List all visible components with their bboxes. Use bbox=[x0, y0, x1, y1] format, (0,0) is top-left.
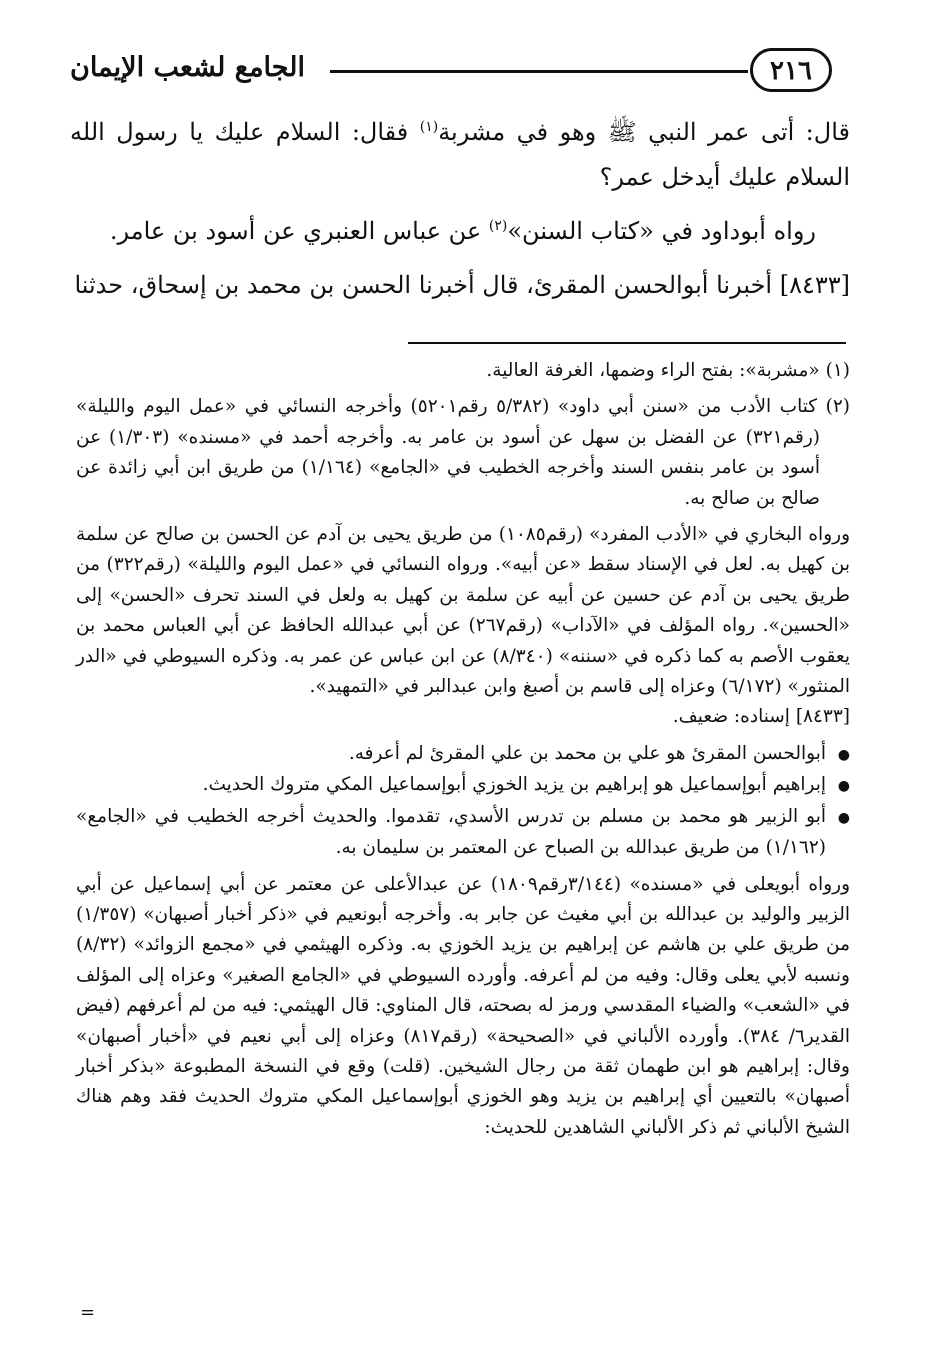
footnote-ref-2: (٢) bbox=[488, 218, 508, 234]
footnote-ref-1: (١) bbox=[419, 119, 439, 135]
header-rule bbox=[330, 70, 748, 73]
narrator-item bbox=[76, 739, 850, 770]
bullet-icon: ● bbox=[837, 809, 850, 826]
page-header bbox=[60, 40, 860, 100]
footnote-2-continued: ورواه البخاري في «الأدب المفرد» (رقم١٠٨٥) من طريق يحيى بن آدم عن الحسن بن صالح عن سلمة بن كهيل به. لعل في الإسناد سقط «عن أبيه». ورواه النسائي في «عمل اليوم والليلة» (رقم٣٢٢) من طريق يحيى بن آدم عن حسين عن أبيه عن سلمة بن كهيل به ولعل في السند تحرف «الحسن» إلى «الحسين». رواه المؤلف في «الآداب» (رقم٢٦٧) عن أبي عبدالله الحافظ عن أبي العباس محمد بن يعقوب الأصم به كما ذكره في «سننه» (٨/٣٤٠) عن ابن عباس عن عمر به. وذكره السيوطي في «الدر المنثور» (٦/١٧٢) وعزاه إلى قاسم بن أصبغ وابن عبدالبر في «التمهيد». bbox=[76, 524, 851, 698]
main-paragraph-3: [٨٤٣٣] أخبرنا أبوالحسن المقرئ، قال أخبرنا الحسن بن محمد بن إسحاق، حدثنا bbox=[74, 271, 850, 299]
main-text-segment: عن عباس العنبري عن أسود بن عامر. bbox=[109, 217, 489, 245]
narrator-item bbox=[76, 802, 850, 864]
footnote-2: (٢) كتاب الأدب من «سنن أبي داود» (٥/٣٨٢ رقم٥٢٠١) وأخرجه النسائي في «عمل اليوم والليلة» (رقم٣٢١) عن الفضل بن سهل عن أسود بن عامر به. وأخرجه أحمد في «مسنده» (١/٣٠٣) عن أسود بن عامر بنفس السند وأخرجه الخطيب في «الجامع» (١/١٦٤) من طريق ابن أبي زائدة عن صالح بن صالح به. bbox=[76, 396, 850, 509]
main-paragraph-2 bbox=[70, 209, 850, 254]
main-paragraph-1 bbox=[70, 110, 850, 200]
narrator-text: أبو الزبير هو محمد بن مسلم بن تدرس الأسدي، تقدموا. والحديث أخرجه الخطيب في «الجامع» (١/١٦٢) من طريق عبدالله بن الصباح عن المعتمر بن سليمان به. bbox=[76, 805, 826, 859]
bullet-icon: ● bbox=[837, 778, 850, 795]
book-title: الجامع لشعب الإيمان bbox=[70, 52, 305, 83]
page-number-badge bbox=[750, 48, 832, 92]
main-text-segment: قال: أتى عمر النبي ﷺ وهو في مشربة bbox=[438, 118, 850, 146]
isnad-heading: [٨٤٣٣] إسناده: ضعيف. bbox=[672, 706, 850, 728]
narrator-list bbox=[76, 739, 850, 864]
narrator-item bbox=[76, 770, 850, 801]
footnote-final-paragraph: ورواه أبويعلى في «مسنده» (٣/١٤٤رقم١٨٠٩) عن عبدالأعلى عن معتمر عن أبي إسماعيل عن أبي الزبير والوليد بن عبدالله بن أبي مغيث عن جابر به. وأخرجه أبونعيم في «ذكر أخبار أصبهان» (١/٣٥٧) من طريق علي بن هاشم عن إبراهيم بن يزيد الخوزي به. وذكره الهيثمي في «مجمع الزوائد» (٨/٣٢) ونسبه لأبي يعلى وقال: وفيه من لم أعرفه. وأورده السيوطي في «الجامع الصغير» وعزاه إلى المؤلف في «الشعب» والضياء المقدسي ورمز له بصحته، قال المناوي: قال الهيثمي: فيه من لم أعرفهم (فيض القدير٦/ ٣٨٤). وأورده الألباني في «الصحيحة» (رقم٨١٧) وعزاه إلى أبي نعيم في «أخبار أصبهان» وقال: إبراهيم هو ابن طهمان ثقة من رجال الشيخين. (قلت) وقع في النسخة المطبوعة «بذكر أخبار أصبهان» بالتعيين أي إبراهيم بن يزيد وهو الخوزي أبوإسماعيل المكي متروك الحديث فقد وهم هناك الشيخ الألباني ثم ذكر الألباني الشاهدين للحديث: bbox=[76, 873, 850, 1138]
footnotes bbox=[76, 350, 850, 1143]
narrator-text: إبراهيم أبوإسماعيل هو إبراهيم بن يزيد الخوزي أبوإسماعيل المكي متروك الحديث. bbox=[202, 774, 826, 796]
bullet-icon: ● bbox=[837, 746, 850, 763]
main-text-segment: رواه أبوداود في «كتاب السنن» bbox=[507, 217, 816, 245]
main-text-segment: فقال: السلام عليك يا رسول الله السلام عليك أيدخل عمر؟ bbox=[70, 118, 850, 191]
page-number: ٢١٦ bbox=[770, 56, 812, 86]
continuation-mark: = bbox=[80, 1302, 96, 1323]
main-text bbox=[70, 110, 850, 308]
footnote-separator bbox=[408, 342, 846, 344]
footnote-1: (١) «مشربة»: بفتح الراء وضمها، الغرفة العالية. bbox=[486, 360, 850, 381]
narrator-text: أبوالحسن المقرئ هو علي بن محمد بن علي المقرئ لم أعرفه. bbox=[348, 742, 826, 764]
